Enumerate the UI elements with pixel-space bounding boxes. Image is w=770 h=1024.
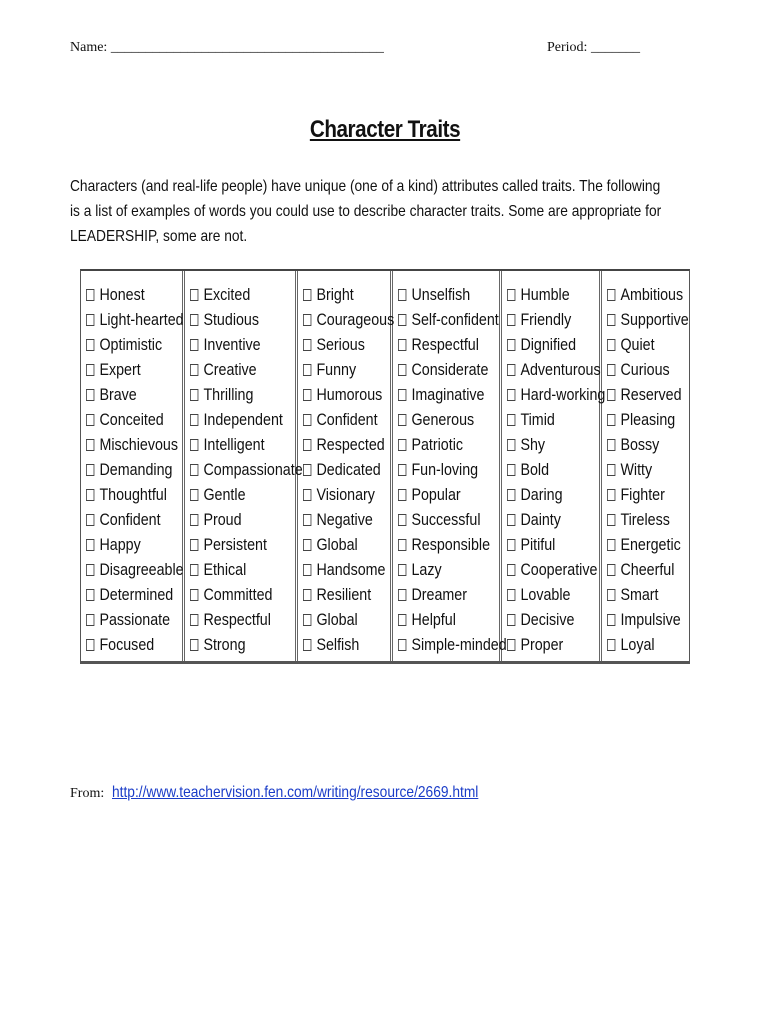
box-bullet-icon <box>303 589 311 601</box>
trait-item <box>607 609 689 634</box>
trait-item <box>86 559 184 584</box>
box-bullet-icon <box>507 589 515 601</box>
trait-label: Inventive <box>203 335 261 354</box>
box-bullet-icon <box>607 314 615 326</box>
trait-item <box>507 284 605 309</box>
trait-label: Pleasing <box>620 410 676 429</box>
trait-label: Demanding <box>99 460 173 479</box>
trait-label: Dreamer <box>411 585 467 604</box>
trait-label: Conceited <box>99 410 164 429</box>
trait-item <box>190 434 303 459</box>
trait-item <box>398 284 507 309</box>
trait-item <box>190 309 303 334</box>
trait-item <box>607 484 689 509</box>
trait-label: Mischievous <box>99 435 179 454</box>
box-bullet-icon <box>86 614 94 626</box>
box-bullet-icon <box>507 614 515 626</box>
trait-label: Fun-loving <box>411 460 479 479</box>
box-bullet-icon <box>398 439 406 451</box>
box-bullet-icon <box>303 439 311 451</box>
trait-item <box>190 284 303 309</box>
trait-item <box>86 584 184 609</box>
box-bullet-icon <box>86 464 94 476</box>
trait-label: Brave <box>99 385 137 404</box>
trait-label: Adventurous <box>520 360 601 379</box>
box-bullet-icon <box>398 489 406 501</box>
box-bullet-icon <box>607 364 615 376</box>
box-bullet-icon <box>190 289 198 301</box>
trait-label: Decisive <box>520 610 575 629</box>
trait-label: Pitiful <box>520 535 556 554</box>
trait-item <box>398 559 507 584</box>
trait-item <box>398 534 507 559</box>
trait-item <box>190 634 303 659</box>
box-bullet-icon <box>507 389 515 401</box>
trait-label: Tireless <box>620 510 670 529</box>
box-bullet-icon <box>607 564 615 576</box>
box-bullet-icon <box>607 639 615 651</box>
box-bullet-icon <box>607 289 615 301</box>
trait-item <box>303 334 394 359</box>
box-bullet-icon <box>86 339 94 351</box>
box-bullet-icon <box>507 289 515 301</box>
trait-item <box>86 509 184 534</box>
box-bullet-icon <box>86 539 94 551</box>
box-bullet-icon <box>303 539 311 551</box>
trait-item <box>86 334 184 359</box>
box-bullet-icon <box>398 539 406 551</box>
trait-label: Energetic <box>620 535 681 554</box>
trait-item <box>507 459 605 484</box>
box-bullet-icon <box>398 464 406 476</box>
trait-label: Light-hearted <box>99 310 184 329</box>
box-bullet-icon <box>398 364 406 376</box>
box-bullet-icon <box>190 314 198 326</box>
trait-label: Determined <box>99 585 174 604</box>
traits-column-3 <box>298 271 393 661</box>
trait-item <box>507 634 605 659</box>
trait-item <box>607 634 689 659</box>
trait-item <box>303 609 394 634</box>
trait-item <box>507 534 605 559</box>
box-bullet-icon <box>190 514 198 526</box>
box-bullet-icon <box>607 414 615 426</box>
trait-label: Happy <box>99 535 141 554</box>
trait-label: Daring <box>520 485 563 504</box>
box-bullet-icon <box>86 564 94 576</box>
trait-item <box>303 359 394 384</box>
trait-item <box>398 334 507 359</box>
trait-item <box>303 434 394 459</box>
trait-label: Fighter <box>620 485 665 504</box>
trait-item <box>607 459 689 484</box>
trait-label: Self-confident <box>411 310 499 329</box>
trait-item <box>303 284 394 309</box>
trait-label: Handsome <box>316 560 386 579</box>
box-bullet-icon <box>398 514 406 526</box>
box-bullet-icon <box>398 589 406 601</box>
trait-label: Lazy <box>411 560 442 579</box>
trait-item <box>190 609 303 634</box>
trait-label: Selfish <box>316 635 360 654</box>
trait-label: Bold <box>520 460 550 479</box>
trait-label: Generous <box>411 410 475 429</box>
trait-label: Thoughtful <box>99 485 167 504</box>
name-field-label: Name: _______________________________________ <box>70 40 384 55</box>
trait-label: Loyal <box>620 635 655 654</box>
box-bullet-icon <box>398 314 406 326</box>
box-bullet-icon <box>303 314 311 326</box>
trait-item <box>303 509 394 534</box>
trait-item <box>507 509 605 534</box>
box-bullet-icon <box>303 339 311 351</box>
trait-label: Ethical <box>203 560 247 579</box>
trait-item <box>303 634 394 659</box>
trait-label: Studious <box>203 310 260 329</box>
source-label: From: <box>70 786 105 801</box>
trait-item <box>190 534 303 559</box>
box-bullet-icon <box>507 464 515 476</box>
trait-label: Confident <box>99 510 161 529</box>
trait-label: Dignified <box>520 335 577 354</box>
trait-label: Dedicated <box>316 460 381 479</box>
box-bullet-icon <box>507 339 515 351</box>
trait-item <box>190 584 303 609</box>
box-bullet-icon <box>398 339 406 351</box>
box-bullet-icon <box>86 589 94 601</box>
box-bullet-icon <box>507 564 515 576</box>
trait-label: Serious <box>316 335 365 354</box>
trait-label: Hard-working <box>520 385 606 404</box>
trait-item <box>607 384 689 409</box>
trait-item <box>303 534 394 559</box>
source-link[interactable]: http://www.teachervision.fen.com/writing/resource/2669.html <box>112 784 479 801</box>
trait-item <box>86 284 184 309</box>
box-bullet-icon <box>607 389 615 401</box>
trait-item <box>303 584 394 609</box>
trait-item <box>607 559 689 584</box>
trait-item <box>607 309 689 334</box>
trait-item <box>507 484 605 509</box>
traits-column-2 <box>185 271 303 661</box>
trait-label: Passionate <box>99 610 171 629</box>
trait-item <box>86 484 184 509</box>
trait-label: Proper <box>520 635 564 654</box>
box-bullet-icon <box>190 414 198 426</box>
box-bullet-icon <box>86 389 94 401</box>
box-bullet-icon <box>607 589 615 601</box>
trait-item <box>190 484 303 509</box>
traits-column-6 <box>602 271 689 661</box>
trait-label: Negative <box>316 510 373 529</box>
trait-label: Smart <box>620 585 659 604</box>
box-bullet-icon <box>86 514 94 526</box>
trait-item <box>607 534 689 559</box>
trait-label: Optimistic <box>99 335 163 354</box>
trait-item <box>398 634 507 659</box>
trait-item <box>303 559 394 584</box>
trait-item <box>507 309 605 334</box>
intro-paragraph: Characters (and real-life people) have unique (one of a kind) attributes called traits. The following is a list of examples of words you could use to describe character traits. Some are appropriate for LEADERSHIP, some are not. <box>70 178 662 245</box>
trait-item <box>507 559 605 584</box>
trait-label: Responsible <box>411 535 491 554</box>
box-bullet-icon <box>303 489 311 501</box>
trait-item <box>607 434 689 459</box>
box-bullet-icon <box>303 389 311 401</box>
traits-column-5 <box>502 271 606 661</box>
trait-item <box>303 409 394 434</box>
trait-item <box>398 584 507 609</box>
trait-item <box>507 609 605 634</box>
trait-label: Curious <box>620 360 670 379</box>
trait-item <box>86 409 184 434</box>
trait-label: Respected <box>316 435 385 454</box>
trait-label: Shy <box>520 435 546 454</box>
box-bullet-icon <box>398 389 406 401</box>
trait-item <box>398 459 507 484</box>
box-bullet-icon <box>190 364 198 376</box>
trait-label: Witty <box>620 460 653 479</box>
trait-label: Impulsive <box>620 610 681 629</box>
trait-item <box>86 434 184 459</box>
source-line <box>70 784 538 802</box>
box-bullet-icon <box>398 414 406 426</box>
trait-item <box>507 334 605 359</box>
trait-label: Strong <box>203 635 246 654</box>
trait-label: Proud <box>203 510 242 529</box>
trait-item <box>398 509 507 534</box>
trait-item <box>507 434 605 459</box>
trait-item <box>190 509 303 534</box>
trait-item <box>607 409 689 434</box>
trait-item <box>86 459 184 484</box>
box-bullet-icon <box>303 564 311 576</box>
trait-item <box>86 534 184 559</box>
trait-label: Lovable <box>520 585 571 604</box>
trait-label: Thrilling <box>203 385 254 404</box>
box-bullet-icon <box>607 439 615 451</box>
trait-item <box>398 484 507 509</box>
box-bullet-icon <box>303 364 311 376</box>
trait-label: Reserved <box>620 385 682 404</box>
trait-item <box>398 409 507 434</box>
trait-label: Committed <box>203 585 273 604</box>
trait-item <box>398 384 507 409</box>
trait-label: Cheerful <box>620 560 675 579</box>
trait-label: Cooperative <box>520 560 598 579</box>
trait-item <box>303 484 394 509</box>
box-bullet-icon <box>398 639 406 651</box>
trait-label: Bright <box>316 285 354 304</box>
period-field-label: Period: _______ <box>547 40 640 55</box>
trait-item <box>507 359 605 384</box>
trait-item <box>86 309 184 334</box>
box-bullet-icon <box>507 514 515 526</box>
trait-item <box>190 384 303 409</box>
box-bullet-icon <box>190 539 198 551</box>
trait-label: Excited <box>203 285 251 304</box>
trait-item <box>398 359 507 384</box>
trait-item <box>86 384 184 409</box>
box-bullet-icon <box>190 564 198 576</box>
traits-column-1 <box>81 271 185 661</box>
trait-label: Successful <box>411 510 481 529</box>
trait-item <box>398 309 507 334</box>
trait-item <box>303 459 394 484</box>
trait-item <box>190 409 303 434</box>
box-bullet-icon <box>86 364 94 376</box>
box-bullet-icon <box>86 489 94 501</box>
box-bullet-icon <box>607 614 615 626</box>
trait-label: Courageous <box>316 310 395 329</box>
box-bullet-icon <box>190 489 198 501</box>
trait-label: Friendly <box>520 310 572 329</box>
trait-label: Confident <box>316 410 378 429</box>
trait-label: Visionary <box>316 485 375 504</box>
box-bullet-icon <box>86 314 94 326</box>
trait-item <box>507 584 605 609</box>
box-bullet-icon <box>303 464 311 476</box>
box-bullet-icon <box>303 514 311 526</box>
box-bullet-icon <box>507 639 515 651</box>
trait-label: Persistent <box>203 535 267 554</box>
trait-label: Honest <box>99 285 145 304</box>
trait-item <box>507 384 605 409</box>
trait-item <box>607 284 689 309</box>
trait-label: Humorous <box>316 385 383 404</box>
trait-label: Expert <box>99 360 141 379</box>
box-bullet-icon <box>303 614 311 626</box>
box-bullet-icon <box>86 414 94 426</box>
trait-label: Simple-minded <box>411 635 507 654</box>
trait-item <box>303 384 394 409</box>
trait-label: Intelligent <box>203 435 265 454</box>
trait-label: Respectful <box>203 610 271 629</box>
trait-item <box>190 559 303 584</box>
trait-item <box>190 459 303 484</box>
trait-label: Global <box>316 535 358 554</box>
box-bullet-icon <box>303 289 311 301</box>
trait-label: Considerate <box>411 360 489 379</box>
box-bullet-icon <box>190 589 198 601</box>
box-bullet-icon <box>398 614 406 626</box>
trait-label: Compassionate <box>203 460 303 479</box>
box-bullet-icon <box>303 639 311 651</box>
trait-label: Supportive <box>620 310 689 329</box>
box-bullet-icon <box>607 339 615 351</box>
trait-item <box>607 584 689 609</box>
trait-item <box>86 359 184 384</box>
trait-label: Bossy <box>620 435 660 454</box>
trait-item <box>507 409 605 434</box>
box-bullet-icon <box>507 489 515 501</box>
trait-label: Patriotic <box>411 435 464 454</box>
trait-item <box>607 359 689 384</box>
box-bullet-icon <box>190 439 198 451</box>
box-bullet-icon <box>607 464 615 476</box>
trait-label: Global <box>316 610 358 629</box>
box-bullet-icon <box>190 464 198 476</box>
box-bullet-icon <box>507 314 515 326</box>
trait-label: Gentle <box>203 485 246 504</box>
trait-item <box>190 334 303 359</box>
box-bullet-icon <box>303 414 311 426</box>
trait-item <box>190 359 303 384</box>
trait-label: Independent <box>203 410 283 429</box>
trait-label: Humble <box>520 285 570 304</box>
trait-item <box>398 609 507 634</box>
trait-label: Disagreeable <box>99 560 184 579</box>
trait-label: Dainty <box>520 510 561 529</box>
trait-label: Timid <box>520 410 555 429</box>
trait-label: Helpful <box>411 610 456 629</box>
box-bullet-icon <box>507 439 515 451</box>
trait-label: Popular <box>411 485 461 504</box>
box-bullet-icon <box>607 489 615 501</box>
trait-label: Quiet <box>620 335 655 354</box>
box-bullet-icon <box>190 389 198 401</box>
box-bullet-icon <box>190 339 198 351</box>
box-bullet-icon <box>507 539 515 551</box>
trait-label: Focused <box>99 635 155 654</box>
box-bullet-icon <box>398 564 406 576</box>
trait-label: Creative <box>203 360 257 379</box>
box-bullet-icon <box>190 614 198 626</box>
traits-column-4 <box>393 271 507 661</box>
box-bullet-icon <box>607 539 615 551</box>
box-bullet-icon <box>86 289 94 301</box>
trait-item <box>607 334 689 359</box>
trait-label: Funny <box>316 360 357 379</box>
box-bullet-icon <box>507 414 515 426</box>
trait-label: Respectful <box>411 335 479 354</box>
box-bullet-icon <box>86 439 94 451</box>
trait-item <box>398 434 507 459</box>
box-bullet-icon <box>86 639 94 651</box>
box-bullet-icon <box>398 289 406 301</box>
trait-label: Unselfish <box>411 285 471 304</box>
trait-item <box>86 634 184 659</box>
trait-label: Ambitious <box>620 285 684 304</box>
trait-item <box>303 309 394 334</box>
box-bullet-icon <box>190 639 198 651</box>
trait-label: Imaginative <box>411 385 485 404</box>
page-title: Character Traits <box>309 116 461 143</box>
trait-item <box>86 609 184 634</box>
trait-item <box>607 509 689 534</box>
trait-label: Resilient <box>316 585 372 604</box>
box-bullet-icon <box>607 514 615 526</box>
traits-table <box>80 269 690 664</box>
box-bullet-icon <box>507 364 515 376</box>
